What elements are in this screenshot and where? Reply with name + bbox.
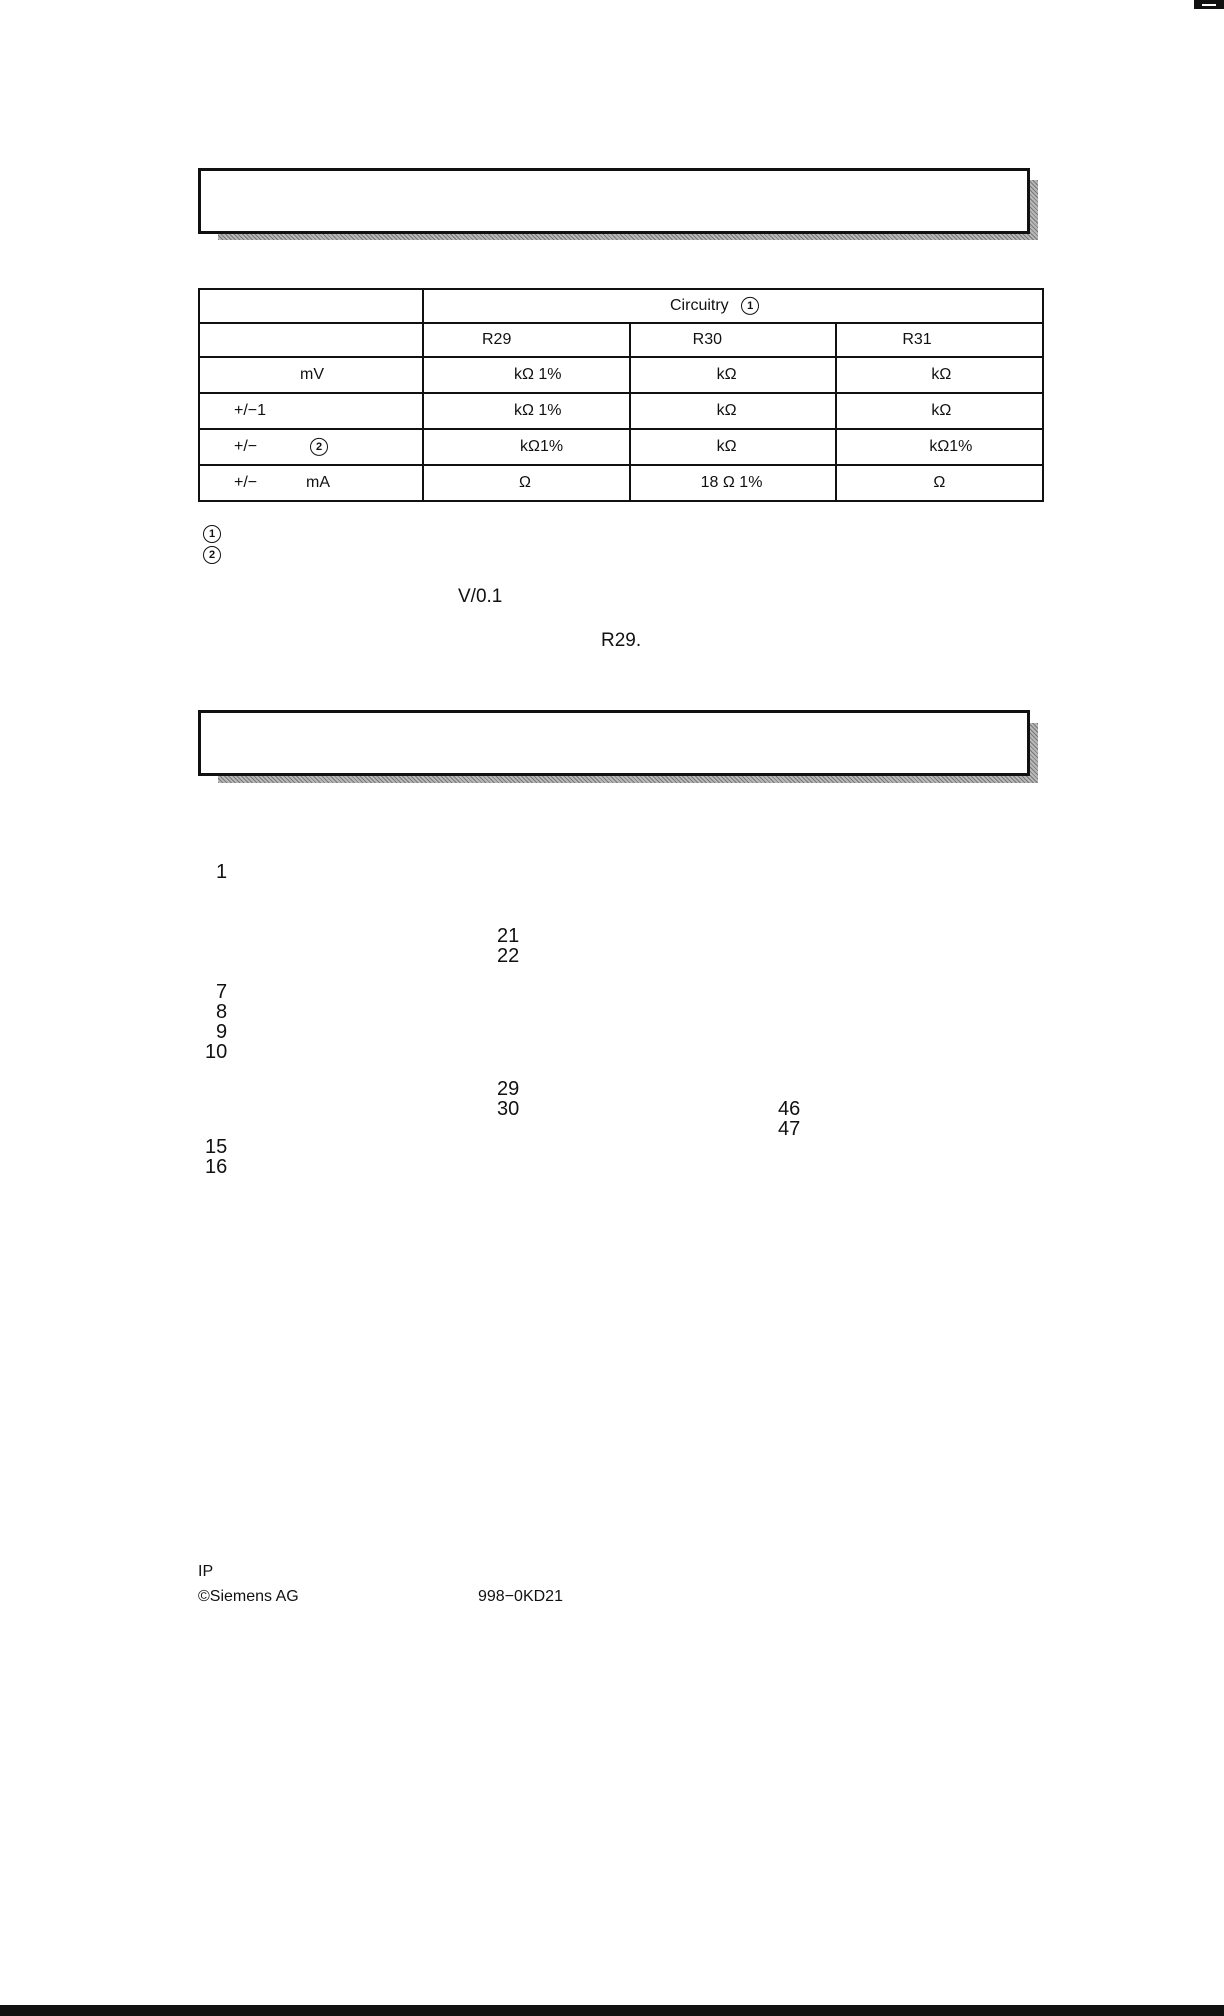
table-row xyxy=(199,465,1043,501)
pin-number: 10 xyxy=(205,1041,228,1063)
r29-value-cell xyxy=(423,393,630,429)
column-header-r30 xyxy=(630,323,837,357)
r31-value-cell xyxy=(836,393,1043,429)
r30-value-cell xyxy=(630,357,837,393)
pin-number: 46 xyxy=(778,1098,801,1120)
section-title-box-1 xyxy=(198,168,1030,234)
footnote-1-marker: 1 xyxy=(741,297,759,315)
pin-number: 7 xyxy=(216,981,228,1003)
voltage-text: V/0.1 xyxy=(458,586,503,607)
footnote-2-label: 2 xyxy=(203,546,221,564)
row-label-prefix: +/−1 xyxy=(234,402,267,419)
footer-order-number: 998−0KD21 xyxy=(478,1588,563,1605)
r31-value: Ω xyxy=(933,474,946,491)
r29-value-cell xyxy=(423,429,630,465)
pin-number: 30 xyxy=(497,1098,520,1120)
pin-number: 16 xyxy=(205,1156,228,1178)
column-header-r29-text: R29 xyxy=(482,331,512,348)
r29-value: kΩ 1% xyxy=(514,366,562,383)
table-row xyxy=(199,429,1043,465)
footnote-1-label: 1 xyxy=(203,525,221,543)
pin-number: 15 xyxy=(205,1136,228,1158)
r30-value: kΩ xyxy=(716,402,737,419)
pin-number: 1 xyxy=(216,861,228,883)
row-label-cell xyxy=(199,465,423,501)
r31-value-cell xyxy=(836,357,1043,393)
column-header-r29 xyxy=(423,323,630,357)
r30-value: 18 Ω 1% xyxy=(700,474,763,491)
column-header-r30-text: R30 xyxy=(692,331,723,348)
r31-value-cell xyxy=(836,465,1043,501)
r31-value: kΩ xyxy=(931,366,952,383)
row-label-prefix: +/− xyxy=(234,438,258,455)
row-label-cell xyxy=(199,357,423,393)
pin-number: 29 xyxy=(497,1078,520,1100)
r30-value-cell xyxy=(630,465,837,501)
r30-value-cell xyxy=(630,393,837,429)
r31-value: kΩ1% xyxy=(929,438,973,455)
footnote-2-marker: 2 xyxy=(310,438,328,456)
circuitry-header-cell xyxy=(423,289,1043,323)
column-header-r31-text: R31 xyxy=(902,331,932,348)
row-label-cell xyxy=(199,393,423,429)
column-header-r31 xyxy=(836,323,1043,357)
r29-value-cell xyxy=(423,357,630,393)
pin-number: 47 xyxy=(778,1118,801,1140)
circuitry-header: Circuitry xyxy=(670,297,729,315)
table-row-label-empty xyxy=(199,323,423,357)
pin-number: 8 xyxy=(216,1001,228,1023)
r30-value: kΩ xyxy=(716,438,737,455)
r29-value: kΩ 1% xyxy=(514,402,562,419)
footer-ip: IP xyxy=(198,1563,214,1580)
r29-reference: R29. xyxy=(601,630,642,651)
r30-value: kΩ xyxy=(716,366,737,383)
pin-number: 22 xyxy=(497,945,520,967)
r31-value-cell xyxy=(836,429,1043,465)
row-label-cell xyxy=(199,429,423,465)
pin-number: 9 xyxy=(216,1021,228,1043)
r29-value: kΩ1% xyxy=(520,438,564,455)
table-row xyxy=(199,357,1043,393)
section-title-box-2 xyxy=(198,710,1030,776)
pin-number: 21 xyxy=(497,925,520,947)
r31-value: kΩ xyxy=(931,402,952,419)
bottom-border-bar xyxy=(0,2005,1224,2016)
circuitry-table xyxy=(198,288,1044,502)
footer-copyright: ©Siemens AG xyxy=(198,1588,299,1605)
r30-value-cell xyxy=(630,429,837,465)
table-row xyxy=(199,393,1043,429)
row-label: mA xyxy=(306,474,330,491)
r29-value-cell xyxy=(423,465,630,501)
r29-value: Ω xyxy=(519,474,531,491)
table-corner-cell xyxy=(199,289,423,323)
row-label-prefix: +/− xyxy=(234,474,258,491)
row-label: mV xyxy=(300,366,324,383)
corner-mark xyxy=(1194,0,1224,9)
